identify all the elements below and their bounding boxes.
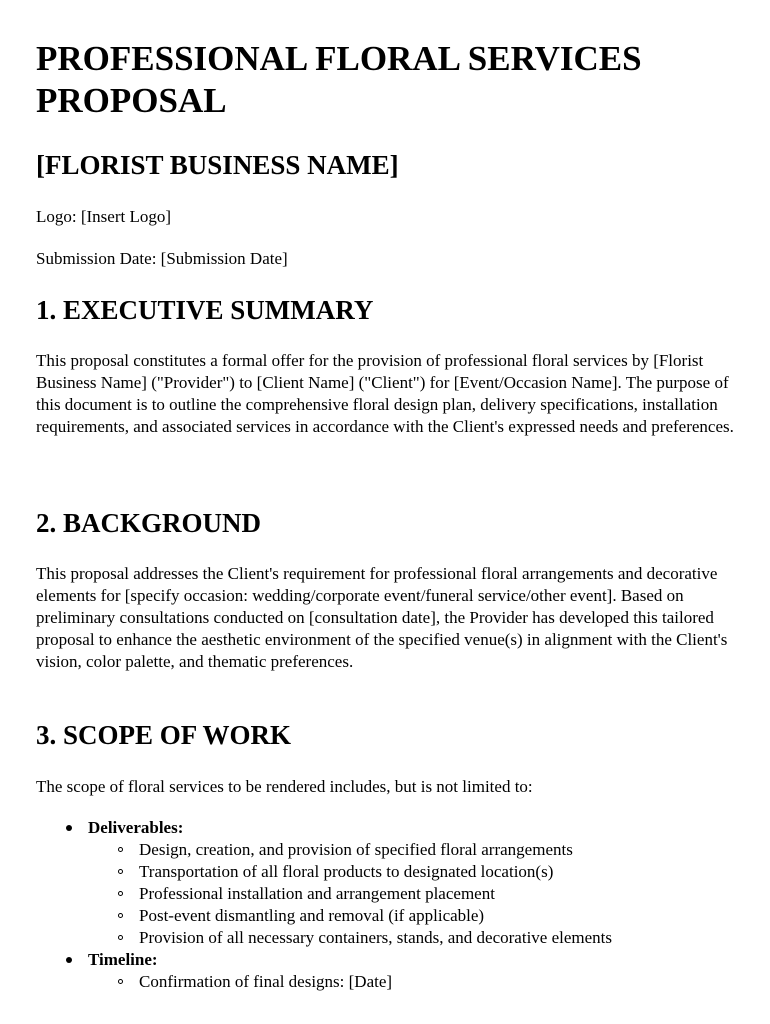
- list-item-text: Provision of all necessary containers, stands, and decorative elements: [139, 928, 613, 947]
- timeline-sublist: [88, 971, 746, 993]
- business-name: [FLORIST BUSINESS NAME]: [36, 150, 399, 180]
- bullet-icon: [66, 825, 72, 831]
- document-title: PROFESSIONAL FLORAL SERVICES PROPOSAL: [36, 39, 642, 120]
- list-item: [88, 883, 746, 905]
- section-heading-background: 2. BACKGROUND: [36, 508, 262, 538]
- circle-bullet-icon: [118, 913, 123, 918]
- submission-date-line: Submission Date: [Submission Date]: [36, 249, 288, 268]
- list-item-text: Post-event dismantling and removal (if applicable): [139, 906, 485, 925]
- scope-list: [36, 817, 746, 993]
- list-item: [88, 971, 746, 993]
- bullet-icon: [66, 957, 72, 963]
- section-heading-executive-summary: 1. EXECUTIVE SUMMARY: [36, 295, 374, 325]
- list-item-text: Professional installation and arrangement placement: [139, 884, 495, 903]
- circle-bullet-icon: [118, 935, 123, 940]
- circle-bullet-icon: [118, 869, 123, 874]
- list-item: [88, 839, 746, 861]
- list-item-text: Transportation of all floral products to designated location(s): [139, 862, 554, 881]
- deliverables-sublist: [88, 839, 746, 949]
- list-item: [88, 905, 746, 927]
- circle-bullet-icon: [118, 979, 123, 984]
- circle-bullet-icon: [118, 891, 123, 896]
- list-item-text: Design, creation, and provision of specified floral arrangements: [139, 840, 573, 859]
- executive-summary-text: This proposal constitutes a formal offer for the provision of professional floral services by [Florist Business Name] ("Provider") to [Client Name] ("Client") for [Event/Occasion Name]. The purpose of this document is to outline the comprehensive floral design plan, delivery specifications, installation requirements, and associated services in accordance with the Client's expressed needs and preferences.: [36, 351, 734, 436]
- list-item: [88, 861, 746, 883]
- background-text: This proposal addresses the Client's requirement for professional floral arrangements and decorative elements for [specify occasion: wedding/corporate event/funeral service/other event]. Based on preliminary consultations conducted on [consultation date], the Provider has developed this tailored proposal to enhance the aesthetic environment of the specified venue(s) in alignment with the Client's vision, color palette, and thematic preferences.: [36, 564, 728, 671]
- list-item-text: Confirmation of final designs: [Date]: [139, 972, 393, 991]
- section-heading-scope-of-work: 3. SCOPE OF WORK: [36, 720, 292, 750]
- circle-bullet-icon: [118, 847, 123, 852]
- list-item-label: Timeline:: [88, 950, 158, 969]
- list-item-deliverables: [36, 817, 746, 949]
- scope-intro-text: The scope of floral services to be rendered includes, but is not limited to:: [36, 777, 533, 796]
- logo-line: Logo: [Insert Logo]: [36, 207, 172, 226]
- list-item: [88, 927, 746, 949]
- list-item-label: Deliverables:: [88, 818, 184, 837]
- list-item-timeline: [36, 949, 746, 993]
